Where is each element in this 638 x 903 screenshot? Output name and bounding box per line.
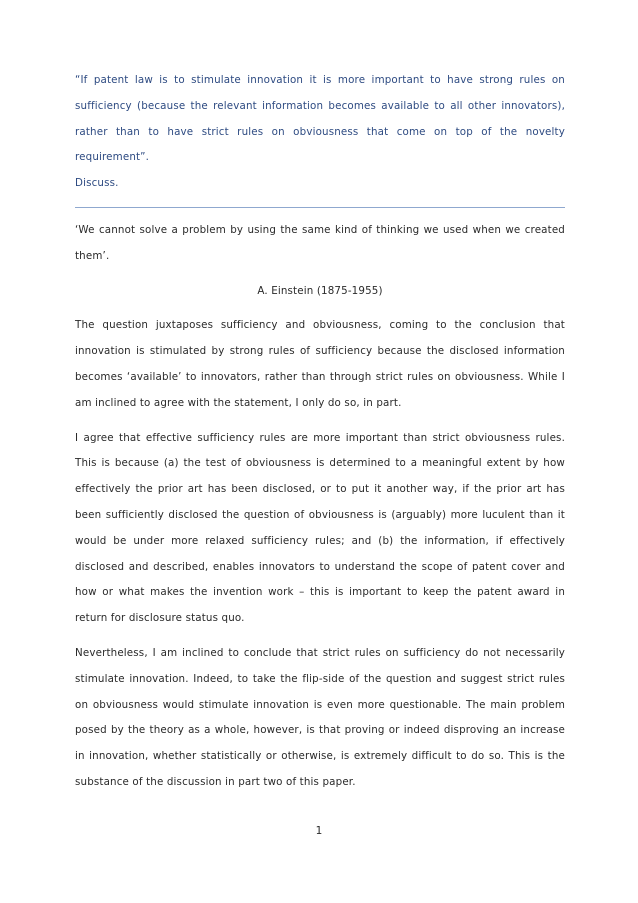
question-instruction: Discuss. [75,177,119,190]
question-prompt: “If patent law is to stimulate innovation it is more important to have strong rules on sufficiency (because the relevant information becomes available to all other innovators), rather than to have strict rules on obviousness that come on top of the novelty requirement”. [75,74,565,164]
body-paragraph-1: The question juxtaposes sufficiency and obviousness, coming to the conclusion that innovation is stimulated by strong rules of sufficiency because the disclosed information becomes ‘available’ to innovators, rather than through strict rules on obviousness. While I am inclined to agree with the statement, I only do so, in part. [75,319,565,409]
epigraph-attribution: A. Einstein (1875-1955) [257,284,383,297]
essay-question [75,68,565,197]
divider-line [75,207,565,208]
page-number: 1 [315,825,323,837]
body-paragraph-3: Nevertheless, I am inclined to conclude that strict rules on sufficiency do not necessarily stimulate innovation. Indeed, to take the flip-side of the question and suggest strict rules on obviousness would stimulate innovation is even more questionable. The main problem posed by the theory as a whole, however, is that proving or indeed disproving an increase in innovation, whether statistically or otherwise, is extremely difficult to do so. This is the substance of the discussion in part two of this paper. [75,646,565,788]
body-paragraph-2: I agree that effective sufficiency rules are more important than strict obviousness rules. This is because (a) the test of obviousness is determined to a meaningful extent by how effectively the prior art has been disclosed, or to put it another way, if the prior art has been sufficiently disclosed the question of obviousness is (arguably) more luculent than it would be under more relaxed sufficiency rules; and (b) the information, if effectively disclosed and described, enables innovators to understand the scope of patent cover and how or what makes the invention work – this is important to keep the patent award in return for disclosure status quo. [75,431,565,625]
epigraph-quote: ‘We cannot solve a problem by using the same kind of thinking we used when we created them’. [75,223,565,262]
page-content [75,68,565,796]
